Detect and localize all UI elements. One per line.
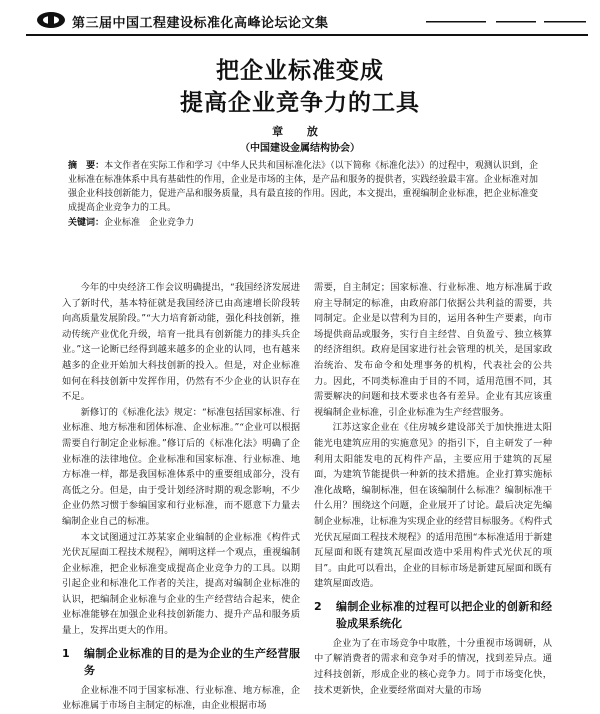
keywords-label: 关键词： bbox=[68, 218, 105, 228]
paragraph: 今年的中央经济工作会议明确提出，“我国经济发展进入了新时代，基本特征就是我国经济已由高速增长阶段转向高质量发展阶段。”“大力培育新动能，强化科技创新，推动传统产业优化升级，培育一批具有创新能力的排头兵企业。”这一论断已经得到越来越多的企业的认同，也有越来越多的企业开始加大科技创新的投入。但是，对企业标准如何在科技创新中发挥作用，仍然有不少企业的认识存在不足。 bbox=[62, 282, 300, 403]
paragraph: 本文试图通过江苏某家企业编制的企业标准《构件式光伏瓦屋面工程技术规程》，阐明这样一个观点，重视编制企业标准，把企业标准变成提高企业竞争力的工具。以期引起企业和标准化工作者的关注，提高对编制企业标准的认识，把编制企业标准与企业的生产经营结合起来，使企业标准能够在加强企业科技创新能力、提升产品和服务质量上，发挥出更大的作用。 bbox=[62, 531, 300, 637]
section-number: 1 bbox=[62, 646, 70, 660]
conference-logo-icon bbox=[36, 11, 66, 29]
paragraph: 企业为了在市场竞争中取胜，十分重视市场调研，从中了解消费者的需求和竞争对手的情况，找到差异点。通过科技创新，形成企业的核心竞争力。同于市场变化快，技术更新快，企业要经常面对大量的市场 bbox=[314, 637, 552, 696]
section-heading-1 bbox=[62, 645, 300, 679]
abstract bbox=[68, 159, 538, 230]
abstract-text: 本文作者在实际工作和学习《中华人民共和国标准化法》（以下简称《标准化法》）的过程中，观测认识到，企业标准在标准体系中具有基础性的作用，企业是市场的主体，是产品和服务的提供者，实践经验最丰富。企业标准对加强企业科技创新能力，促进产品和服务质量，具有最直接的作用。因此，本文提出，重视编制企业标准，把企业标准变成提高企业竞争力的工具。 bbox=[68, 161, 538, 213]
author-affiliation: （中国建设金属结构协会） bbox=[240, 143, 360, 154]
section-title: 编制企业标准的目的是为企业的生产经营服务 bbox=[84, 646, 300, 677]
abstract-label: 摘 要： bbox=[68, 161, 105, 171]
section-title: 编制企业标准的过程可以把企业的创新和经验成果系统化 bbox=[336, 599, 552, 630]
right-column bbox=[314, 280, 552, 698]
paragraph: 需要，自主制定；国家标准、行业标准、地方标准属于政府主导制定的标准，由政府部门依据公共利益的需要，共同制定。企业是以营利为目的，运用各种生产要素，向市场提供商品或服务，实行自主经营、自负盈亏、独立核算的经济组织。政府是国家进行社会管理的机关，是国家政治统治、发布命令和处理事务的机构，代表社会的公共力。因此，不同类标准由于目的不同，适用范围不同，其需要解决的问题和技术要求也各有差异。企业有其应该重视编制企业标准，引企业标准为生产经营服务。 bbox=[314, 282, 552, 418]
section-heading-2 bbox=[314, 598, 552, 632]
article-title-line-1: 把企业标准变成 bbox=[216, 58, 384, 84]
keywords-text: 企业标准 企业竞争力 bbox=[104, 218, 195, 228]
author-name: 章 放 bbox=[272, 125, 328, 138]
keywords bbox=[68, 216, 538, 230]
header-title: 第三届中国工程建设标准化高峰论坛论文集 bbox=[72, 16, 329, 31]
left-column bbox=[62, 280, 300, 714]
abstract-body bbox=[68, 159, 538, 215]
running-header bbox=[26, 8, 588, 36]
section-number: 2 bbox=[314, 599, 322, 613]
paragraph: 江苏这家企业在《住房城乡建设部关于加快推进太阳能光电建筑应用的实施意见》的指引下，自主研发了一种利用太阳能发电的瓦构件产品，主要应用于建筑的瓦屋面，为建筑节能提供一种新的技术措施。企业打算实施标准化战略，编制标准，但在该编制什么标准？编制标准干什么用？围绕这个问题，企业展开了讨论。最后决定先编制企业标准，让标准为实现企业的经营目标服务。《构件式光伏瓦屋面工程技术规程》的适用范围“本标准适用于新建瓦屋面和既有建筑瓦屋面改造中采用构件式光伏瓦的项目”。由此可以看出，企业的目标市场是新建瓦屋面和既有建筑屋面改造。 bbox=[314, 422, 552, 590]
header-rule-icon bbox=[426, 21, 586, 23]
paragraph: 新修订的《标准化法》规定：“标准包括国家标准、行业标准、地方标准和团体标准、企业标准。”“企业可以根据需要自行制定企业标准。”修订后的《标准化法》明确了企业标准的法律地位。企业标准和国家标准、行业标准、地方标准一样，都是我国标准体系中的重要组成部分，没有高低之分。但是，由于受计划经济时期的观念影响，不少企业仍然习惯于参编国家和行业标准，而不愿意下力量去编制企业自己的标准。 bbox=[62, 406, 300, 527]
paragraph: 企业标准不同于国家标准、行业标准、地方标准，企业标准属于市场自主制定的标准，由企业根据市场 bbox=[62, 684, 300, 712]
article-title-line-2: 提高企业竞争力的工具 bbox=[180, 90, 420, 116]
